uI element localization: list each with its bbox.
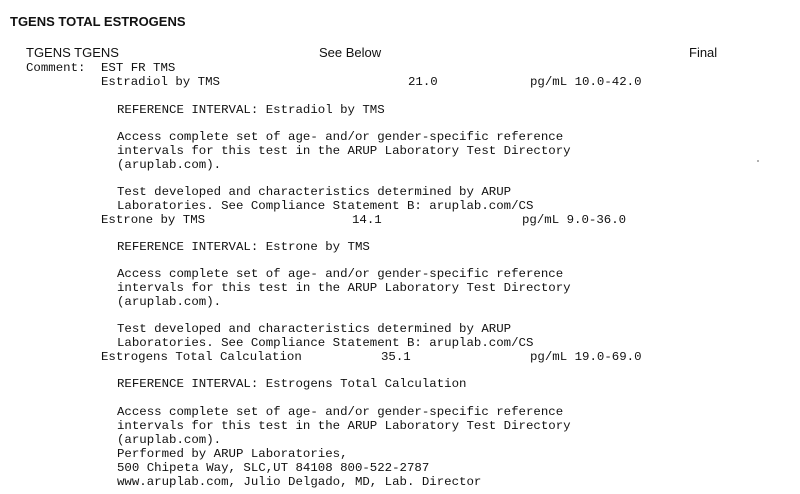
- report-title: TGENS TOTAL ESTROGENS: [10, 14, 186, 29]
- comment-value: EST FR TMS: [101, 61, 176, 75]
- ref-interval-title: REFERENCE INTERVAL: Estrogens Total Calculation: [117, 377, 467, 391]
- test-range-estrone: pg/mL 9.0-36.0: [522, 213, 627, 227]
- ref-note-line: Access complete set of age- and/or gender-specific reference: [117, 405, 564, 419]
- test-value-estradiol: 21.0: [408, 75, 438, 89]
- test-name-total: Estrogens Total Calculation: [101, 350, 302, 364]
- ref-note-line: intervals for this test in the ARUP Laboratory Test Directory: [117, 419, 571, 433]
- performed-line: www.aruplab.com, Julio Delgado, MD, Lab. Director: [117, 475, 482, 489]
- test-name-estradiol: Estradiol by TMS: [101, 75, 220, 89]
- dev-note-line: Test developed and characteristics determined by ARUP: [117, 185, 512, 199]
- ref-note-line: (aruplab.com).: [117, 158, 222, 172]
- ref-interval-title: REFERENCE INTERVAL: Estradiol by TMS: [117, 103, 385, 117]
- test-value-estrone: 14.1: [352, 213, 382, 227]
- dev-note-line: Laboratories. See Compliance Statement B: aruplab.com/CS: [117, 199, 534, 213]
- ref-note-line: (aruplab.com).: [117, 295, 222, 309]
- performed-line: Performed by ARUP Laboratories,: [117, 447, 348, 461]
- comment-label: Comment:: [26, 61, 86, 75]
- test-status: Final: [689, 45, 718, 60]
- test-range-estradiol: pg/mL 10.0-42.0: [530, 75, 642, 89]
- performed-line: 500 Chipeta Way, SLC,UT 84108 800-522-2787: [117, 461, 430, 475]
- dev-note-line: Test developed and characteristics determined by ARUP: [117, 322, 512, 336]
- test-result: See Below: [319, 45, 382, 60]
- ref-note-line: Access complete set of age- and/or gender-specific reference: [117, 130, 564, 144]
- test-code: TGENS TGENS: [26, 45, 119, 60]
- ref-interval-title: REFERENCE INTERVAL: Estrone by TMS: [117, 240, 370, 254]
- test-range-total: pg/mL 19.0-69.0: [530, 350, 642, 364]
- ref-note-line: intervals for this test in the ARUP Laboratory Test Directory: [117, 144, 571, 158]
- dev-note-line: Laboratories. See Compliance Statement B: aruplab.com/CS: [117, 336, 534, 350]
- ref-note-line: (aruplab.com).: [117, 433, 222, 447]
- scan-speck: [757, 160, 759, 162]
- ref-note-line: Access complete set of age- and/or gender-specific reference: [117, 267, 564, 281]
- ref-note-line: intervals for this test in the ARUP Laboratory Test Directory: [117, 281, 571, 295]
- test-name-estrone: Estrone by TMS: [101, 213, 206, 227]
- test-value-total: 35.1: [381, 350, 411, 364]
